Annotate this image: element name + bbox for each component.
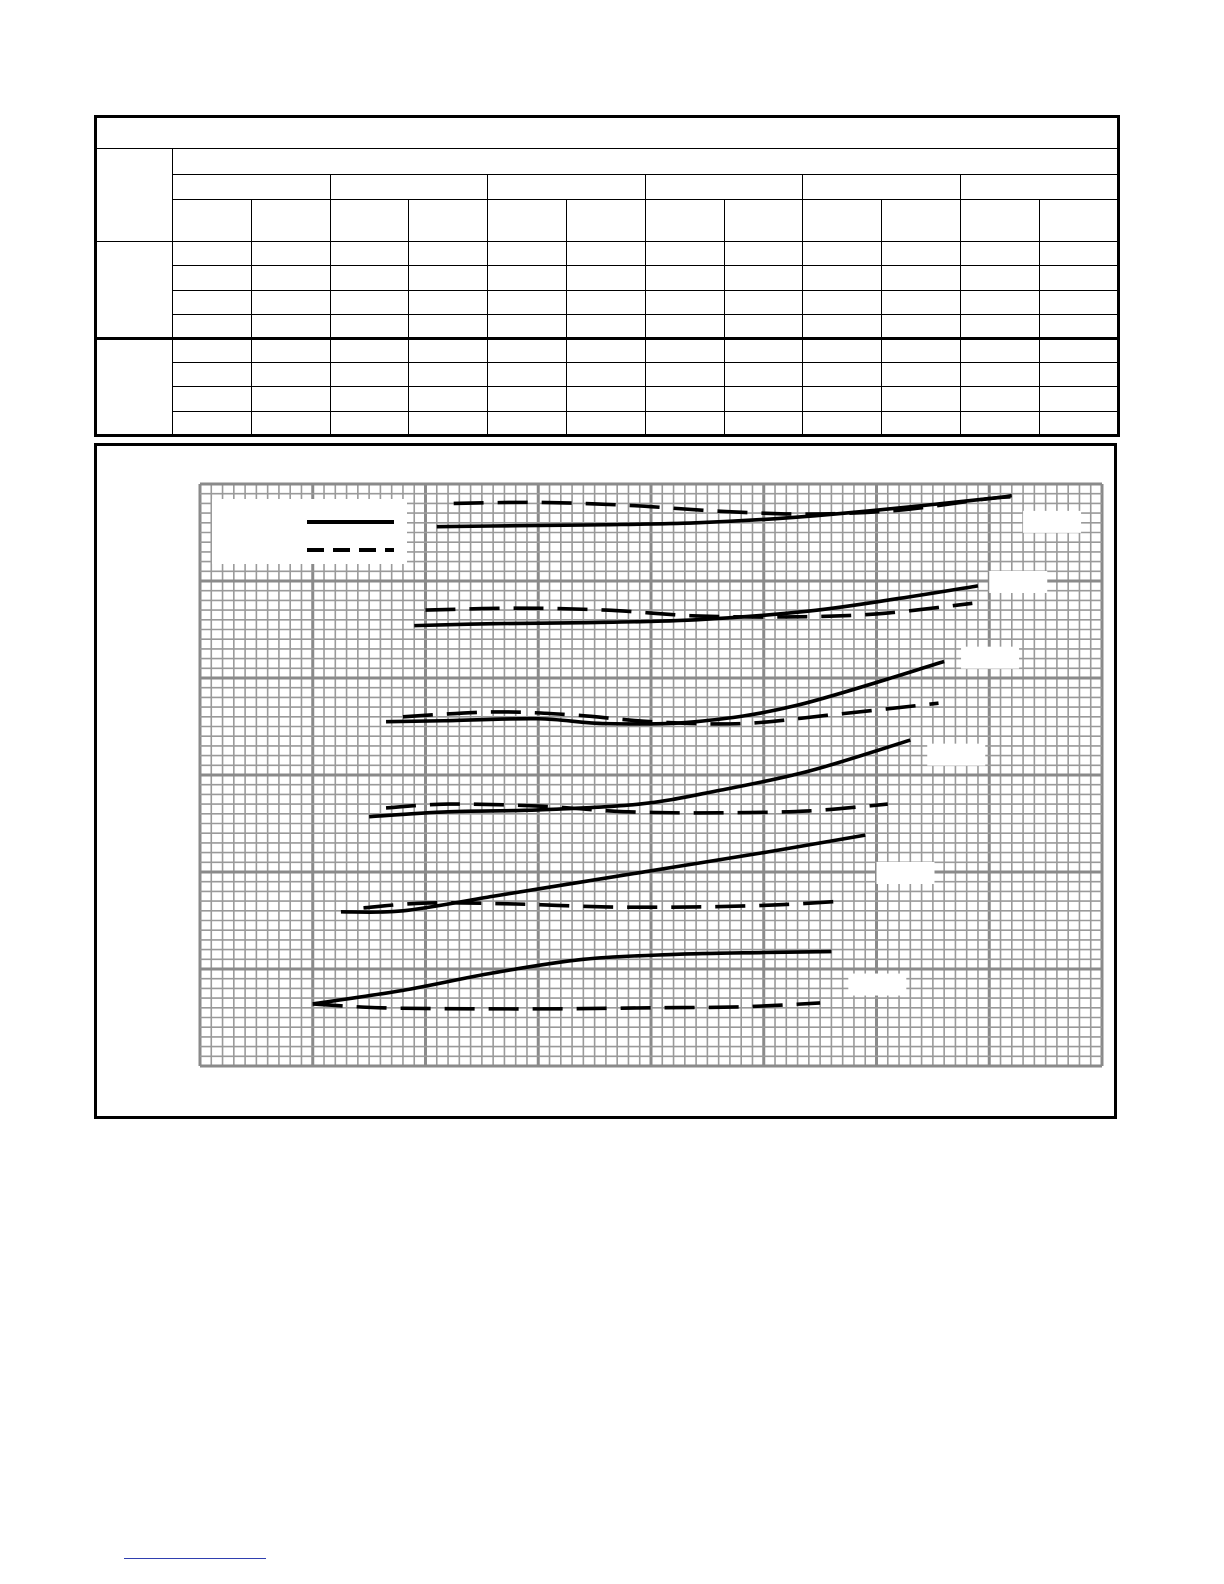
table-cell: [488, 411, 567, 435]
table-cell: [173, 411, 252, 435]
table-cell: [251, 242, 330, 266]
table-cell: [724, 387, 803, 411]
curve-label-box: [927, 744, 985, 766]
table-cell: [330, 242, 409, 266]
table-cell: [488, 266, 567, 290]
table-cell: [409, 290, 488, 314]
table-cell: [645, 387, 724, 411]
column-subgroup-header: [803, 174, 961, 199]
table-cell: [409, 387, 488, 411]
table-cell: [330, 339, 409, 363]
table-cell: [1039, 314, 1118, 338]
table-cell: [724, 290, 803, 314]
table-cell: [566, 411, 645, 435]
table-cell: [960, 290, 1039, 314]
table-cell: [251, 266, 330, 290]
table-cell: [803, 242, 882, 266]
table-cell: [173, 363, 252, 387]
table-cell: [409, 314, 488, 338]
table-column-header-row: [96, 199, 1119, 241]
table-cell: [330, 387, 409, 411]
table-cell: [882, 363, 961, 387]
column-header: [645, 199, 724, 241]
column-header: [251, 199, 330, 241]
table-cell: [803, 411, 882, 435]
table-body: [96, 242, 1119, 436]
table-cell: [724, 411, 803, 435]
table-row: [96, 266, 1119, 290]
table-cell: [409, 411, 488, 435]
table-cell: [645, 363, 724, 387]
table-cell: [173, 387, 252, 411]
table-cell: [645, 242, 724, 266]
table-row: [96, 314, 1119, 338]
column-header: [1039, 199, 1118, 241]
table-cell: [330, 363, 409, 387]
table-cell: [488, 290, 567, 314]
table-row: [96, 242, 1119, 266]
table-cell: [251, 339, 330, 363]
table-cell: [251, 363, 330, 387]
table-cell: [882, 314, 961, 338]
table-cell: [566, 290, 645, 314]
table-cell: [409, 266, 488, 290]
table-cell: [960, 314, 1039, 338]
table-header-row: [96, 149, 1119, 174]
curve-label-box: [848, 974, 906, 996]
column-header: [960, 199, 1039, 241]
table-title: [96, 117, 1119, 149]
table-cell: [724, 266, 803, 290]
table-cell: [1039, 363, 1118, 387]
row-group-label: [96, 242, 173, 339]
table-cell: [803, 266, 882, 290]
row-group-label: [96, 339, 173, 436]
table-cell: [251, 387, 330, 411]
table-cell: [409, 339, 488, 363]
table-cell: [566, 363, 645, 387]
table-cell: [645, 411, 724, 435]
table-cell: [566, 339, 645, 363]
column-header: [566, 199, 645, 241]
table-row: [96, 363, 1119, 387]
table-cell: [566, 387, 645, 411]
column-header: [803, 199, 882, 241]
chart-panel: [94, 443, 1117, 1119]
table-cell: [803, 363, 882, 387]
table-cell: [1039, 242, 1118, 266]
table-cell: [1039, 387, 1118, 411]
table-cell: [960, 266, 1039, 290]
table-cell: [330, 314, 409, 338]
table-cell: [1039, 411, 1118, 435]
table-cell: [488, 339, 567, 363]
table-cell: [488, 242, 567, 266]
table-cell: [882, 290, 961, 314]
table-cell: [566, 242, 645, 266]
table-cell: [566, 314, 645, 338]
table-cell: [173, 290, 252, 314]
table-cell: [173, 266, 252, 290]
table-cell: [645, 314, 724, 338]
line-chart: [97, 446, 1114, 1116]
row-header-corner: [96, 149, 173, 242]
table-cell: [803, 290, 882, 314]
table-cell: [173, 339, 252, 363]
table-cell: [882, 266, 961, 290]
table-cell: [488, 387, 567, 411]
table-cell: [724, 314, 803, 338]
chart-legend: [212, 499, 407, 564]
table-cell: [882, 339, 961, 363]
table-cell: [803, 339, 882, 363]
column-header: [173, 199, 252, 241]
chart-grid: [200, 484, 1102, 1066]
table-cell: [409, 242, 488, 266]
table-cell: [882, 387, 961, 411]
table-cell: [803, 314, 882, 338]
table-cell: [882, 411, 961, 435]
table-cell: [173, 242, 252, 266]
table-cell: [645, 266, 724, 290]
curve-label-box: [989, 571, 1047, 593]
column-header: [409, 199, 488, 241]
table-subheader-row: [96, 174, 1119, 199]
column-header: [724, 199, 803, 241]
table-cell: [960, 411, 1039, 435]
table-cell: [960, 387, 1039, 411]
column-subgroup-header: [488, 174, 646, 199]
table-cell: [409, 363, 488, 387]
table-cell: [488, 314, 567, 338]
table-cell: [1039, 290, 1118, 314]
legend-box: [212, 499, 407, 564]
column-subgroup-header: [173, 174, 331, 199]
table-cell: [724, 339, 803, 363]
column-subgroup-header: [330, 174, 488, 199]
curve-label-box: [1023, 511, 1081, 533]
column-header: [330, 199, 409, 241]
table-cell: [173, 314, 252, 338]
curve-label-box: [877, 862, 935, 884]
curve-label-box: [961, 647, 1019, 669]
table-cell: [960, 242, 1039, 266]
table-cell: [251, 290, 330, 314]
table-title-row: [96, 117, 1119, 149]
table-row: [96, 387, 1119, 411]
column-header: [488, 199, 567, 241]
column-header: [882, 199, 961, 241]
column-group-header: [173, 149, 1119, 174]
column-subgroup-header: [645, 174, 803, 199]
table-cell: [882, 242, 961, 266]
table-row: [96, 339, 1119, 363]
table-cell: [645, 290, 724, 314]
table-row: [96, 411, 1119, 435]
table-cell: [803, 387, 882, 411]
table-cell: [1039, 266, 1118, 290]
table-cell: [251, 411, 330, 435]
table-cell: [645, 339, 724, 363]
table-cell: [1039, 339, 1118, 363]
table-cell: [566, 266, 645, 290]
column-subgroup-header: [960, 174, 1118, 199]
table-cell: [330, 411, 409, 435]
table-cell: [724, 242, 803, 266]
table-cell: [251, 314, 330, 338]
table-cell: [330, 266, 409, 290]
table-cell: [960, 339, 1039, 363]
table-cell: [724, 363, 803, 387]
table-row: [96, 290, 1119, 314]
table-cell: [488, 363, 567, 387]
table-cell: [960, 363, 1039, 387]
data-table: [94, 115, 1120, 437]
table-cell: [330, 290, 409, 314]
footer-rule: [124, 1558, 266, 1559]
